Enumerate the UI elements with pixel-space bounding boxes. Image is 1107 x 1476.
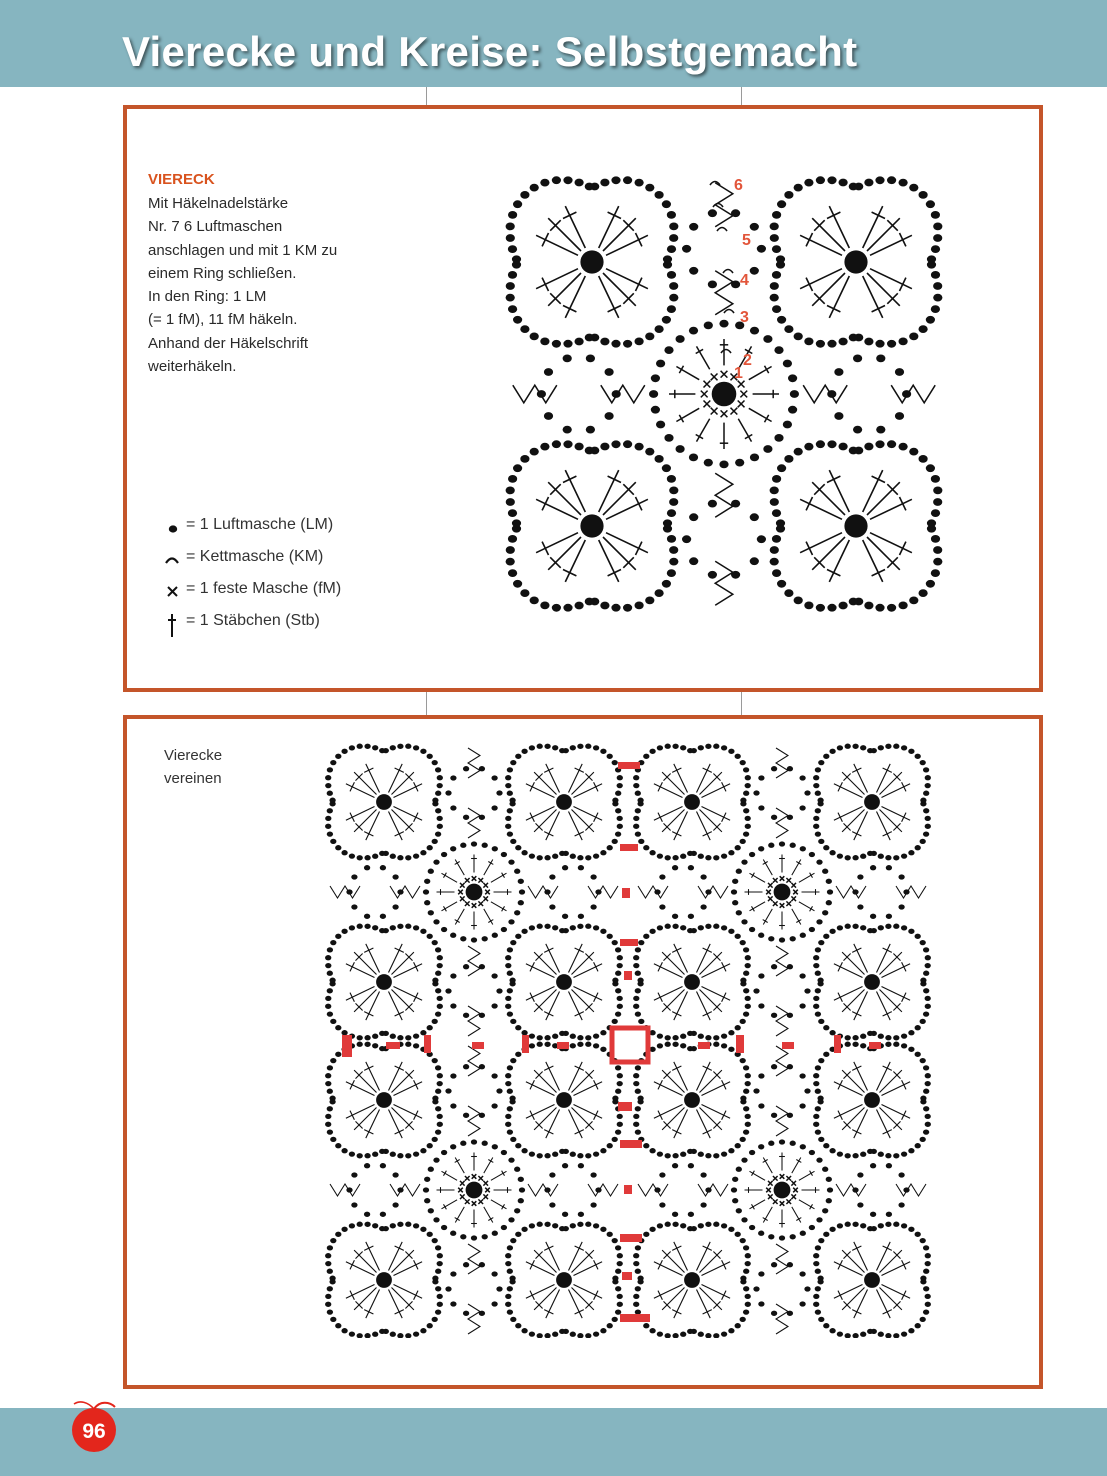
round-number: 5 bbox=[742, 232, 751, 249]
round-number: 4 bbox=[740, 272, 749, 289]
crop-mark bbox=[426, 87, 427, 105]
round-number-labels bbox=[734, 177, 752, 382]
square-chart-symbols bbox=[506, 176, 943, 611]
crop-mark bbox=[741, 692, 742, 715]
round-number: 1 bbox=[734, 365, 743, 382]
legend-label: = 1 feste Masche (fM) bbox=[186, 580, 342, 597]
crop-mark bbox=[741, 87, 742, 105]
instructions-line: In den Ring: 1 LM bbox=[148, 288, 267, 306]
instructions-line: Nr. 7 6 Luftmaschen bbox=[148, 218, 283, 236]
join-caption-line: Vierecke bbox=[164, 747, 223, 764]
slip-stitch-icon bbox=[160, 546, 184, 570]
symbol-legend bbox=[160, 514, 420, 642]
legend-label: = 1 Luftmasche (LM) bbox=[186, 516, 334, 533]
instructions-line: Anhand der Häkelschrift bbox=[148, 334, 309, 352]
instructions-line: Mit Häkelnadelstärke bbox=[148, 195, 289, 212]
legend-item-double bbox=[160, 610, 420, 642]
joined-squares-chart bbox=[320, 738, 944, 1338]
instructions-line: anschlagen und mit 1 KM zu bbox=[148, 241, 338, 259]
instructions-line: einem Ring schließen. bbox=[148, 264, 297, 282]
instructions-heading: VIERECK bbox=[148, 171, 215, 188]
page-number: 96 bbox=[82, 1420, 106, 1443]
legend-item-single bbox=[160, 578, 420, 610]
join-caption bbox=[164, 744, 222, 790]
square-crochet-chart bbox=[496, 170, 946, 615]
page-title: Vierecke und Kreise: Selbstgemacht bbox=[122, 28, 858, 75]
single-crochet-icon bbox=[160, 578, 184, 602]
legend-label: = 1 Stäbchen (Stb) bbox=[186, 612, 320, 629]
page-number-badge bbox=[68, 1398, 120, 1454]
legend-item-slip bbox=[160, 546, 420, 578]
legend-item-chain bbox=[160, 514, 420, 546]
instructions-line: (= 1 fM), 11 fM häkeln. bbox=[148, 311, 298, 329]
double-crochet-icon bbox=[160, 610, 184, 640]
join-caption-line: vereinen bbox=[164, 770, 222, 787]
crop-mark bbox=[426, 692, 427, 715]
footer-bar bbox=[0, 1408, 1107, 1476]
instructions-line: weiterhäkeln. bbox=[148, 358, 237, 376]
instructions-text bbox=[148, 192, 388, 378]
legend-label: = Kettmasche (KM) bbox=[186, 548, 324, 565]
chain-stitch-icon bbox=[160, 514, 184, 538]
round-number: 3 bbox=[740, 309, 749, 326]
round-number: 6 bbox=[734, 177, 743, 194]
round-number: 2 bbox=[743, 352, 752, 369]
